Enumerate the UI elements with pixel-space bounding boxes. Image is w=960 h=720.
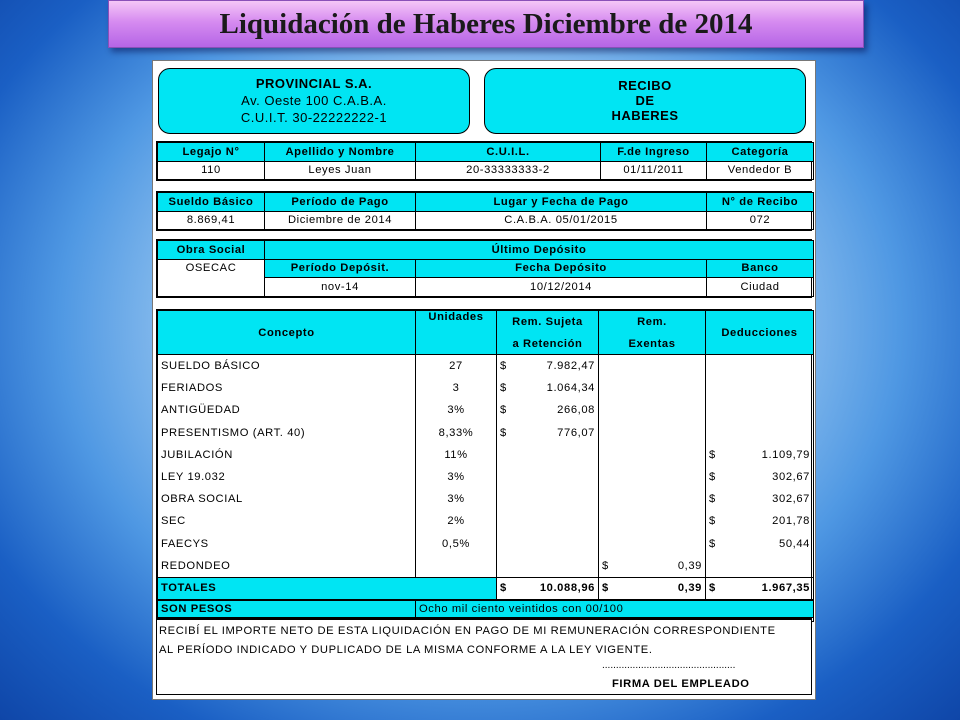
concept-deducciones: $ 302,67 <box>706 466 814 488</box>
concept-units: 3% <box>416 466 497 488</box>
social-security-table <box>156 239 812 298</box>
concept-rem-sujeta <box>497 533 599 555</box>
concept-units: 8,33% <box>416 422 497 444</box>
page-title: Liquidación de Haberes Diciembre de 2014 <box>108 0 864 48</box>
concept-deducciones: $ 50,44 <box>706 533 814 555</box>
sueldo-basico-value: 8.869,41 <box>158 211 265 230</box>
signature-dots: ................................................ <box>602 660 736 671</box>
numero-recibo-value: 072 <box>707 211 814 230</box>
header-ultimo-deposito: Último Depósito <box>265 241 814 260</box>
header-lugar-fecha-pago: Lugar y Fecha de Pago <box>416 193 707 212</box>
concept-rem-exentas: $ 0,39 <box>599 555 706 577</box>
company-cuit: C.U.I.T. 30-22222222-1 <box>240 110 388 125</box>
header-sueldo-basico: Sueldo Básico <box>158 193 265 212</box>
concept-rem-exentas <box>599 533 706 555</box>
header-categoria: Categoría <box>707 143 814 162</box>
concept-name: SUELDO BÁSICO <box>158 355 416 377</box>
concept-rem-exentas <box>599 355 706 377</box>
concept-deducciones: $ 201,78 <box>706 510 814 532</box>
banco-value: Ciudad <box>707 278 814 297</box>
payment-table <box>156 191 812 231</box>
concept-rem-exentas <box>599 466 706 488</box>
concept-units <box>416 555 497 577</box>
employee-table <box>156 141 812 181</box>
concept-name: REDONDEO <box>158 555 416 577</box>
concept-name: OBRA SOCIAL <box>158 488 416 510</box>
header-banco: Banco <box>707 259 814 278</box>
concept-deducciones <box>706 377 814 399</box>
periodo-deposito-value: nov-14 <box>265 278 416 297</box>
declaration-box <box>156 619 812 695</box>
concept-row <box>158 355 814 377</box>
header-periodo-pago: Período de Pago <box>265 193 416 212</box>
concept-rem-exentas <box>599 444 706 466</box>
concept-name: SEC <box>158 510 416 532</box>
concept-deducciones: $ 1.109,79 <box>706 444 814 466</box>
concept-units: 27 <box>416 355 497 377</box>
header-rem-exentas: Rem. <box>599 311 706 333</box>
company-address: Av. Oeste 100 C.A.B.A. <box>241 93 387 108</box>
signature-label: FIRMA DEL EMPLEADO <box>612 678 750 690</box>
concept-rem-sujeta: $ 776,07 <box>497 422 599 444</box>
concept-rem-sujeta <box>497 510 599 532</box>
header-cuil: C.U.I.L. <box>416 143 601 162</box>
concept-deducciones <box>706 399 814 421</box>
header-fecha-deposito: Fecha Depósito <box>416 259 707 278</box>
concept-units: 11% <box>416 444 497 466</box>
concept-row <box>158 399 814 421</box>
header-periodo-deposito: Período Depósit. <box>265 259 416 278</box>
concept-rem-exentas <box>599 510 706 532</box>
concept-deducciones <box>706 555 814 577</box>
concept-units: 3% <box>416 399 497 421</box>
receipt-line-2: DE <box>635 93 655 108</box>
company-box <box>158 68 470 134</box>
fecha-ingreso-value: 01/11/2011 <box>601 161 707 180</box>
apellido-nombre-value: Leyes Juan <box>265 161 416 180</box>
concept-row <box>158 533 814 555</box>
son-pesos-value: Ocho mil ciento veintidos con 00/100 <box>416 601 814 618</box>
concept-rem-exentas <box>599 399 706 421</box>
categoria-value: Vendedor B <box>707 161 814 180</box>
header-rem-sujeta: Rem. Sujeta <box>497 311 599 333</box>
header-deducciones: Deducciones <box>706 311 814 355</box>
concept-units: 3% <box>416 488 497 510</box>
company-name: PROVINCIAL S.A. <box>255 76 373 91</box>
concept-name: FAECYS <box>158 533 416 555</box>
concept-name: ANTIGÜEDAD <box>158 399 416 421</box>
header-fecha-ingreso: F.de Ingreso <box>601 143 707 162</box>
header-legajo: Legajo N° <box>158 143 265 162</box>
receipt-line-1: RECIBO <box>618 78 672 93</box>
concept-name: JUBILACIÓN <box>158 444 416 466</box>
receipt-box <box>484 68 806 134</box>
son-pesos-table <box>156 599 812 619</box>
receipt-line-3: HABERES <box>611 108 679 123</box>
concept-row <box>158 444 814 466</box>
concept-rem-sujeta: $ 1.064,34 <box>497 377 599 399</box>
concepts-table <box>156 309 812 640</box>
concept-row <box>158 510 814 532</box>
payslip-sheet <box>152 60 816 700</box>
header-rem-sujeta-2: a Retención <box>497 333 599 355</box>
concept-units: 2% <box>416 510 497 532</box>
concept-row <box>158 422 814 444</box>
concept-name: FERIADOS <box>158 377 416 399</box>
fecha-deposito-value: 10/12/2014 <box>416 278 707 297</box>
concept-rem-exentas <box>599 377 706 399</box>
concept-rem-sujeta: $ 266,08 <box>497 399 599 421</box>
cuil-value: 20-33333333-2 <box>416 161 601 180</box>
lugar-fecha-pago-value: C.A.B.A. 05/01/2015 <box>416 211 707 230</box>
concept-deducciones <box>706 422 814 444</box>
concept-deducciones <box>706 355 814 377</box>
concept-rem-sujeta <box>497 488 599 510</box>
totales-sujeta: $ 10.088,96 <box>497 577 599 599</box>
concept-rem-exentas <box>599 422 706 444</box>
concept-row <box>158 555 814 577</box>
header-concepto: Concepto <box>158 311 416 355</box>
totales-label: TOTALES <box>158 577 497 599</box>
son-pesos-label: SON PESOS <box>158 601 416 618</box>
concept-name: LEY 19.032 <box>158 466 416 488</box>
header-rem-exentas-2: Exentas <box>599 333 706 355</box>
concept-rem-sujeta <box>497 444 599 466</box>
header-obra-social: Obra Social <box>158 241 265 260</box>
totales-exentas: $ 0,39 <box>599 577 706 599</box>
obra-social-value: OSECAC <box>158 259 265 296</box>
concept-rem-exentas <box>599 488 706 510</box>
header-apellido-nombre: Apellido y Nombre <box>265 143 416 162</box>
concept-row <box>158 488 814 510</box>
concept-deducciones: $ 302,67 <box>706 488 814 510</box>
totales-deducciones: $ 1.967,35 <box>706 577 814 599</box>
declaration-line-1: RECIBÍ EL IMPORTE NETO DE ESTA LIQUIDACIÓN EN PAGO DE MI REMUNERACIÓN CORRESPONDIENTE <box>159 625 776 637</box>
concept-rem-sujeta <box>497 466 599 488</box>
periodo-pago-value: Diciembre de 2014 <box>265 211 416 230</box>
concept-units: 0,5% <box>416 533 497 555</box>
declaration-line-2: AL PERÍODO INDICADO Y DUPLICADO DE LA MISMA CONFORME A LA LEY VIGENTE. <box>159 644 653 656</box>
concept-name: PRESENTISMO (ART. 40) <box>158 422 416 444</box>
concept-row <box>158 466 814 488</box>
concept-row <box>158 377 814 399</box>
concept-rem-sujeta: $ 7.982,47 <box>497 355 599 377</box>
concept-rem-sujeta <box>497 555 599 577</box>
concept-units: 3 <box>416 377 497 399</box>
header-unidades: Unidades <box>416 311 497 355</box>
header-numero-recibo: N° de Recibo <box>707 193 814 212</box>
legajo-value: 110 <box>158 161 265 180</box>
